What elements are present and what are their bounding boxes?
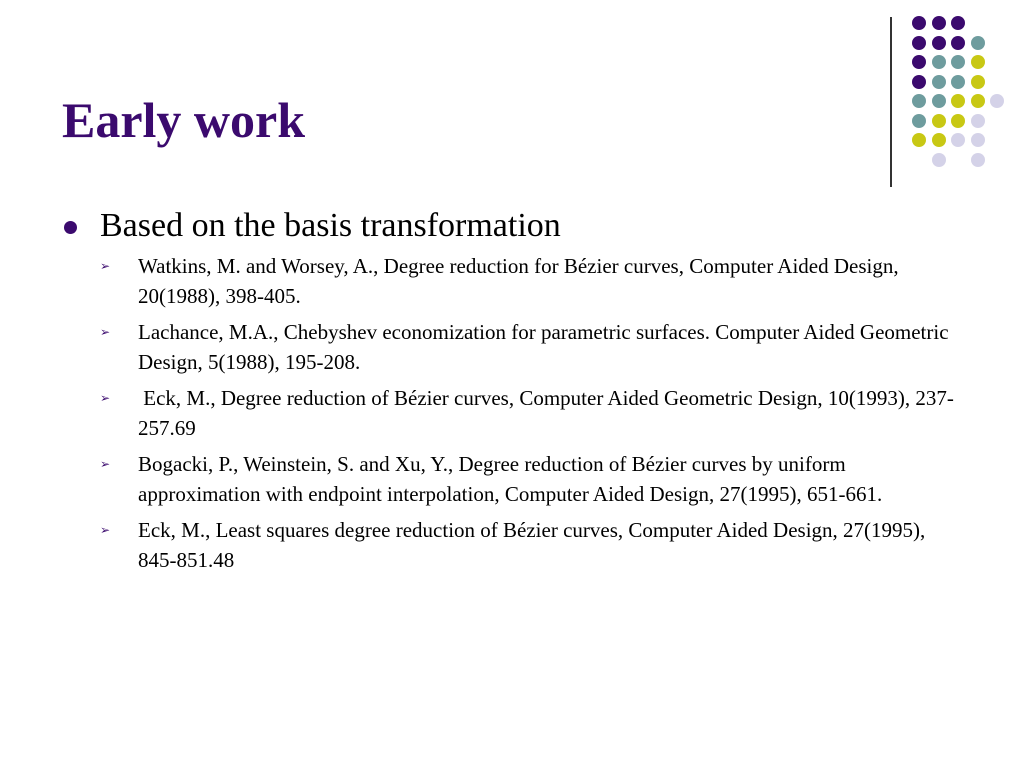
decorative-dot bbox=[951, 114, 965, 128]
reference-text: Eck, M., Least squares degree reduction of Bézier curves, Computer Aided Design, 27(1995), 845-851.48 bbox=[138, 518, 931, 572]
decorative-dot bbox=[912, 75, 926, 89]
decorative-dot bbox=[932, 94, 946, 108]
arrow-bullet-icon: ➢ bbox=[100, 259, 111, 273]
reference-item bbox=[100, 515, 962, 575]
decorative-dot bbox=[951, 55, 965, 69]
decorative-dot bbox=[971, 133, 985, 147]
arrow-bullet-icon: ➢ bbox=[100, 457, 111, 471]
decorative-dot bbox=[951, 36, 965, 50]
decorative-dot bbox=[932, 75, 946, 89]
reference-list bbox=[62, 251, 962, 575]
decorative-dot bbox=[951, 133, 965, 147]
round-bullet-icon bbox=[62, 205, 100, 247]
arrow-bullet-icon: ➢ bbox=[100, 523, 111, 537]
decorative-dot bbox=[971, 94, 985, 108]
decorative-dot bbox=[912, 114, 926, 128]
decorative-dot bbox=[932, 153, 946, 167]
decorative-dot bbox=[912, 94, 926, 108]
reference-text: Lachance, M.A., Chebyshev economization for parametric surfaces. Computer Aided Geometric Design, 5(1988), 195-208. bbox=[138, 320, 954, 374]
arrow-bullet-icon: ➢ bbox=[100, 325, 111, 339]
reference-item bbox=[100, 383, 962, 443]
decorative-dot bbox=[932, 133, 946, 147]
title-divider-line bbox=[890, 17, 892, 187]
main-bullet bbox=[62, 205, 962, 247]
decorative-dot bbox=[971, 75, 985, 89]
reference-item bbox=[100, 251, 962, 311]
slide-title: Early work bbox=[62, 92, 306, 148]
slide-body bbox=[62, 205, 962, 581]
decorative-dot bbox=[990, 94, 1004, 108]
main-bullet-text: Based on the basis transformation bbox=[100, 207, 561, 244]
decorative-dot bbox=[971, 153, 985, 167]
decorative-dot bbox=[971, 55, 985, 69]
reference-text: Bogacki, P., Weinstein, S. and Xu, Y., Degree reduction of Bézier curves by uniform approximation with endpoint interpolation, Computer Aided Design, 27(1995), 651-661. bbox=[138, 452, 883, 506]
arrow-bullet-icon: ➢ bbox=[100, 391, 111, 405]
decorative-dot bbox=[912, 133, 926, 147]
decorative-dot bbox=[912, 16, 926, 30]
decorative-dot bbox=[951, 75, 965, 89]
reference-item bbox=[100, 317, 962, 377]
decorative-dot bbox=[951, 16, 965, 30]
reference-text: Watkins, M. and Worsey, A., Degree reduction for Bézier curves, Computer Aided Design, 20(1988), 398-405. bbox=[138, 254, 904, 308]
decorative-dot bbox=[932, 36, 946, 50]
decorative-dot bbox=[912, 55, 926, 69]
reference-item bbox=[100, 449, 962, 509]
decorative-dot bbox=[951, 94, 965, 108]
decorative-dot bbox=[932, 55, 946, 69]
decorative-dot bbox=[971, 114, 985, 128]
decorative-dot bbox=[971, 36, 985, 50]
decorative-dot bbox=[932, 16, 946, 30]
reference-text: Eck, M., Degree reduction of Bézier curves, Computer Aided Geometric Design, 10(1993), 237-257.69 bbox=[138, 386, 954, 440]
decorative-dot bbox=[932, 114, 946, 128]
decorative-dot bbox=[912, 36, 926, 50]
